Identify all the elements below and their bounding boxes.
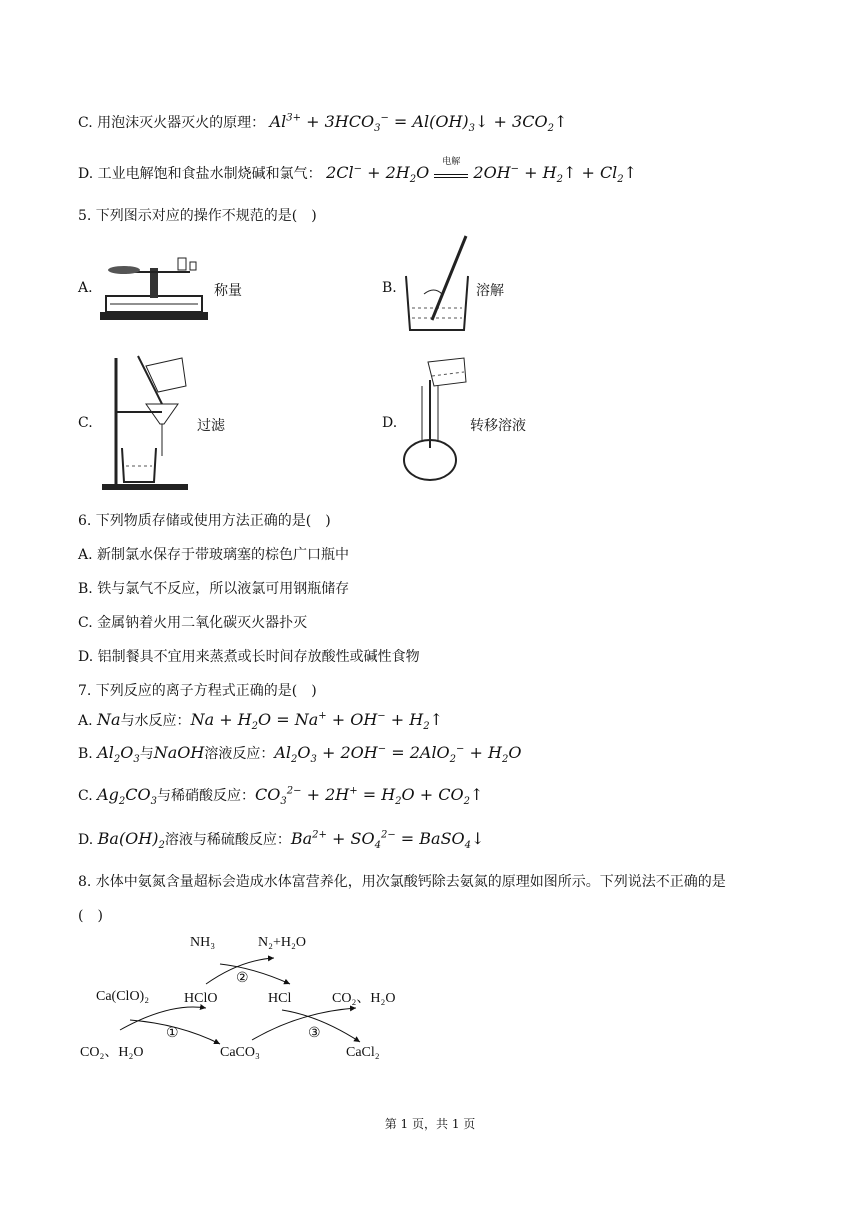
label-caco3: CaCO₃ bbox=[220, 1045, 260, 1060]
question-5: 5. 下列图示对应的操作不规范的是( ) bbox=[78, 208, 317, 224]
q5-option-c-text: 过滤 bbox=[197, 418, 225, 434]
question-8: 8. 水体中氨氮含量超标会造成水体富营养化，用次氯酸钙除去氨氮的原理如图所示。下列说法不正确的是 bbox=[78, 874, 726, 890]
equation-foam: $Al^{3+} + 3HCO_3^-$ = $Al(OH)_3↓$ + $3CO_2↑$ bbox=[269, 112, 568, 135]
label-co2-h2o-left: CO₂、H₂O bbox=[80, 1045, 144, 1060]
equation-q7c: $CO_3^{2-} + 2H^+ = H_2O$ + $CO_2↑$ bbox=[255, 785, 484, 808]
q6-option-c: C. 金属钠着火用二氧化碳灭火器扑灭 bbox=[78, 615, 308, 631]
filtration-figure bbox=[98, 352, 193, 492]
step-2: ② bbox=[236, 971, 249, 986]
q7-option-c: C. $Ag_2CO_3$与稀硝酸反应：$CO_3^{2-} + 2H^+ = H_2O$ + $CO_2↑$ bbox=[78, 785, 484, 808]
q6-option-b: B. 铁与氯气不反应，所以液氯可用钢瓶储存 bbox=[78, 581, 350, 597]
equation-q7d: $Ba^{2+} + SO_4^{2-}$ = BaSO$_4$↓ bbox=[290, 829, 485, 852]
label-nh3: NH₃ bbox=[190, 935, 216, 950]
label-cacl2: CaCl₂ bbox=[346, 1045, 380, 1060]
q7-option-a: A. Na与水反应：$Na + H_2O = Na^+ + OH^-$ + $H_2↑$ bbox=[78, 710, 443, 733]
transfer-solution-figure bbox=[402, 356, 472, 484]
label-caclo2: Ca(ClO)₂ bbox=[96, 989, 150, 1004]
q5-option-d-text: 转移溶液 bbox=[470, 418, 526, 434]
question-7: 7. 下列反应的离子方程式正确的是( ) bbox=[78, 683, 317, 699]
label-hcl: HCl bbox=[268, 991, 292, 1006]
equation-q7b: $Al_2O_3 + 2OH^- = 2AlO_2^- + H_2O$ bbox=[274, 743, 522, 766]
q5-option-b-label: B. bbox=[382, 280, 397, 296]
q7-option-b: B. $Al_2O_3$与NaOH溶液反应：$Al_2O_3 + 2OH^- = 2AlO_2^- + H_2O$ bbox=[78, 743, 522, 766]
label-hclo: HClO bbox=[184, 991, 218, 1006]
q5-option-b-text: 溶解 bbox=[476, 283, 504, 299]
q5-option-a-text: 称量 bbox=[214, 283, 242, 299]
q5-option-d-label: D. bbox=[382, 415, 398, 431]
page-footer: 第 1 页，共 1 页 bbox=[384, 1117, 476, 1131]
q6-option-d: D. 铝制餐具不宜用来蒸煮或长时间存放酸性或碱性食物 bbox=[78, 649, 420, 665]
q7-option-d: D. $Ba(OH)_2$溶液与稀硫酸反应：$Ba^{2+} + SO_4^{2-}$ = BaSO$_4$↓ bbox=[78, 829, 485, 852]
electrolysis-label: 电解 bbox=[442, 157, 461, 167]
question-6: 6. 下列物质存储或使用方法正确的是( ) bbox=[78, 513, 331, 529]
question-8-bracket: ( ) bbox=[78, 908, 103, 924]
step-1: ① bbox=[166, 1026, 179, 1041]
option-c-foam-extinguisher: C. 用泡沫灭火器灭火的原理： $Al^{3+} + 3HCO_3^-$ = $Al(OH)_3↓$ + $3CO_2↑$ bbox=[78, 112, 568, 135]
label-co2-h2o-right: CO₂、H₂O bbox=[332, 991, 396, 1006]
q5-option-c-label: C. bbox=[78, 415, 93, 431]
balance-scale-figure bbox=[98, 248, 210, 322]
label-n2-h2o: N₂+H₂O bbox=[258, 935, 306, 950]
ammonia-removal-diagram bbox=[70, 924, 430, 1069]
q6-option-a: A. 新制氯水保存于带玻璃塞的棕色广口瓶中 bbox=[78, 547, 350, 563]
equation-q7a: $Na + H_2O = Na^+ + OH^-$ + $H_2↑$ bbox=[190, 710, 443, 733]
option-d-electrolysis: D. 工业电解饱和食盐水制烧碱和氯气： $2Cl^- + 2H_2O$ 电解 $2OH^- + H_2↑$ + $Cl_2↑$ bbox=[78, 163, 637, 185]
q5-option-a-label: A. bbox=[78, 280, 93, 296]
step-3: ③ bbox=[308, 1026, 321, 1041]
equation-electrolysis: $2Cl^- + 2H_2O$ 电解 $2OH^- + H_2↑$ + $Cl_2↑$ bbox=[326, 163, 637, 182]
dissolving-beaker-figure bbox=[402, 234, 472, 332]
